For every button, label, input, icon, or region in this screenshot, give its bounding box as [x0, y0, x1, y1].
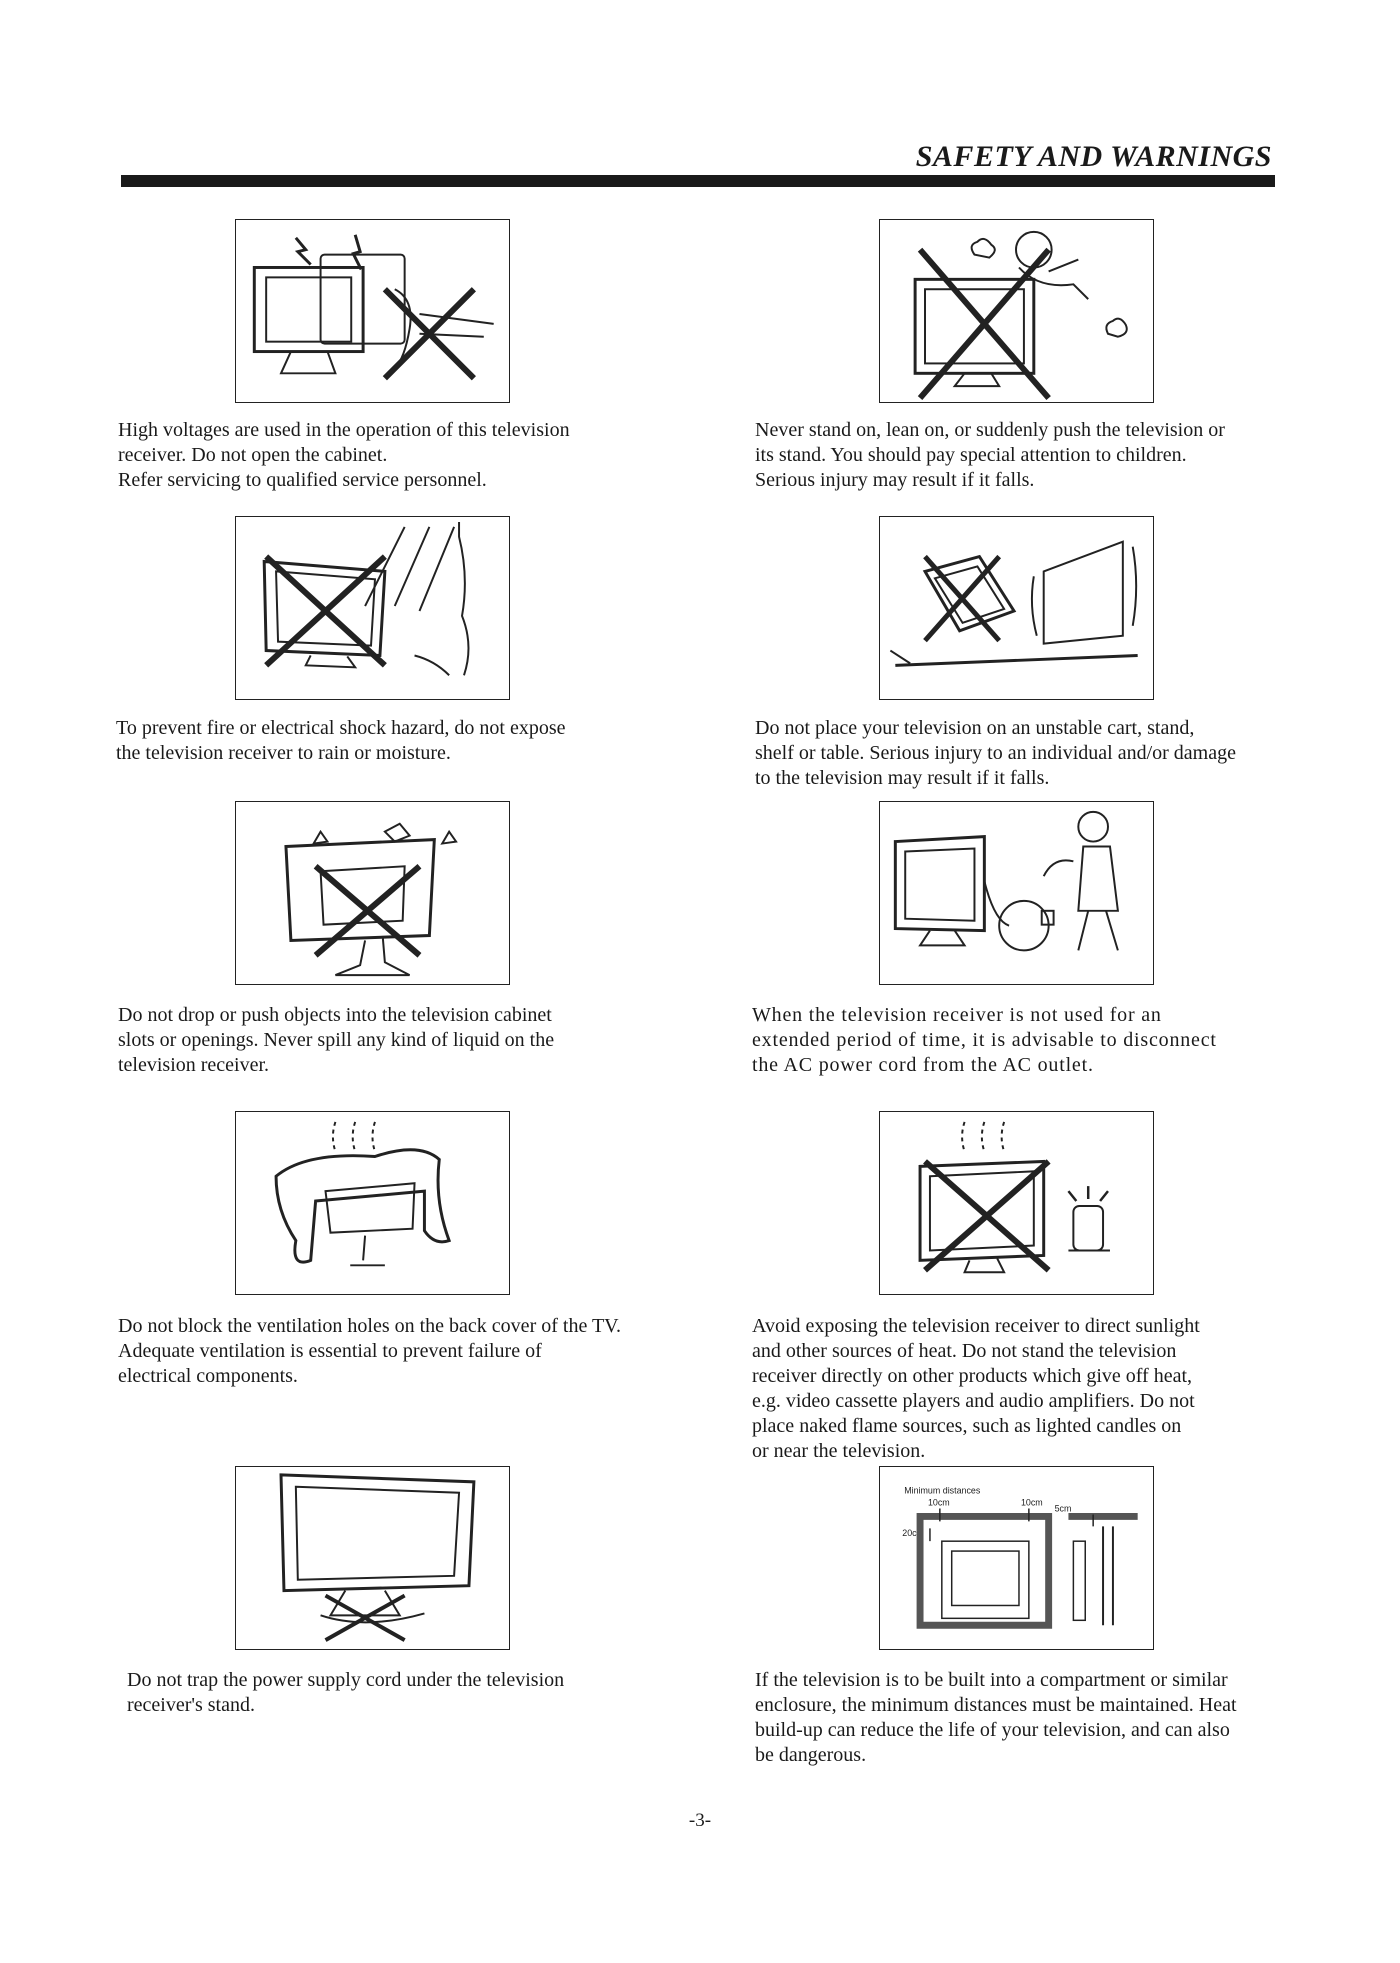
- illustration-child-climbing: [879, 219, 1154, 403]
- distance-left: 20cm: [902, 1528, 925, 1539]
- caption-unstable-stand: Do not place your television on an unstable cart, stand, shelf or table. Serious injury to an individual and/or damage to the television may result if it falls.: [755, 717, 1236, 789]
- illustration-unplug-cord: [879, 801, 1154, 985]
- illustration-blocked-ventilation: [235, 1111, 510, 1295]
- illustration-heat-sources: [879, 1111, 1154, 1295]
- caption-minimum-distances: If the television is to be built into a compartment or similar enclosure, the minimum distances must be maintained. Heat build-up can reduce the life of your television, and can also be dangerous.: [755, 1669, 1237, 1766]
- distance-side: 5cm: [1054, 1503, 1072, 1514]
- caption-heat-sources: Avoid exposing the television receiver to direct sunlight and other sources of heat. Do not stand the television receiver directly on other products which give off heat, e.g. video cassette players and audio amplifiers. Do not place naked flame sources, such as lighted candles on or near the television.: [752, 1315, 1200, 1462]
- illustration-minimum-distances: [879, 1466, 1154, 1650]
- caption-high-voltage: High voltages are used in the operation of this television receiver. Do not open the cabinet. Refer servicing to qualified service personnel.: [118, 419, 570, 491]
- header-rule: [121, 175, 1275, 187]
- page-title: SAFETY AND WARNINGS: [915, 140, 1272, 173]
- caption-rain-moisture: To prevent fire or electrical shock hazard, do not expose the television receiver to rain or moisture.: [116, 717, 566, 764]
- distance-top-left: 10cm: [927, 1497, 950, 1508]
- illustration-high-voltage: [235, 219, 510, 403]
- caption-objects-liquid: Do not drop or push objects into the television cabinet slots or openings. Never spill any kind of liquid on the television receiver.: [118, 1004, 555, 1076]
- caption-trapped-cord: Do not trap the power supply cord under the television receiver's stand.: [127, 1669, 565, 1716]
- illustration-unstable-stand: [879, 516, 1154, 700]
- page-number: -3-: [688, 1810, 712, 1831]
- illustration-rain-moisture: [235, 516, 510, 700]
- illustration-objects-liquid: [235, 801, 510, 985]
- distances-heading: Minimum distances: [904, 1485, 981, 1496]
- illustration-trapped-cord: [235, 1466, 510, 1650]
- caption-unplug-cord: When the television receiver is not used for an extended period of time, it is advisable to disconnect the AC power cord from the AC outlet.: [752, 1004, 1217, 1076]
- caption-blocked-ventilation: Do not block the ventilation holes on the back cover of the TV. Adequate ventilation is essential to prevent failure of electrical components.: [118, 1315, 622, 1387]
- caption-never-stand-on: Never stand on, lean on, or suddenly push the television or its stand. You should pay special attention to children. Serious injury may result if it falls.: [755, 419, 1225, 491]
- distance-top-right: 10cm: [1020, 1497, 1043, 1508]
